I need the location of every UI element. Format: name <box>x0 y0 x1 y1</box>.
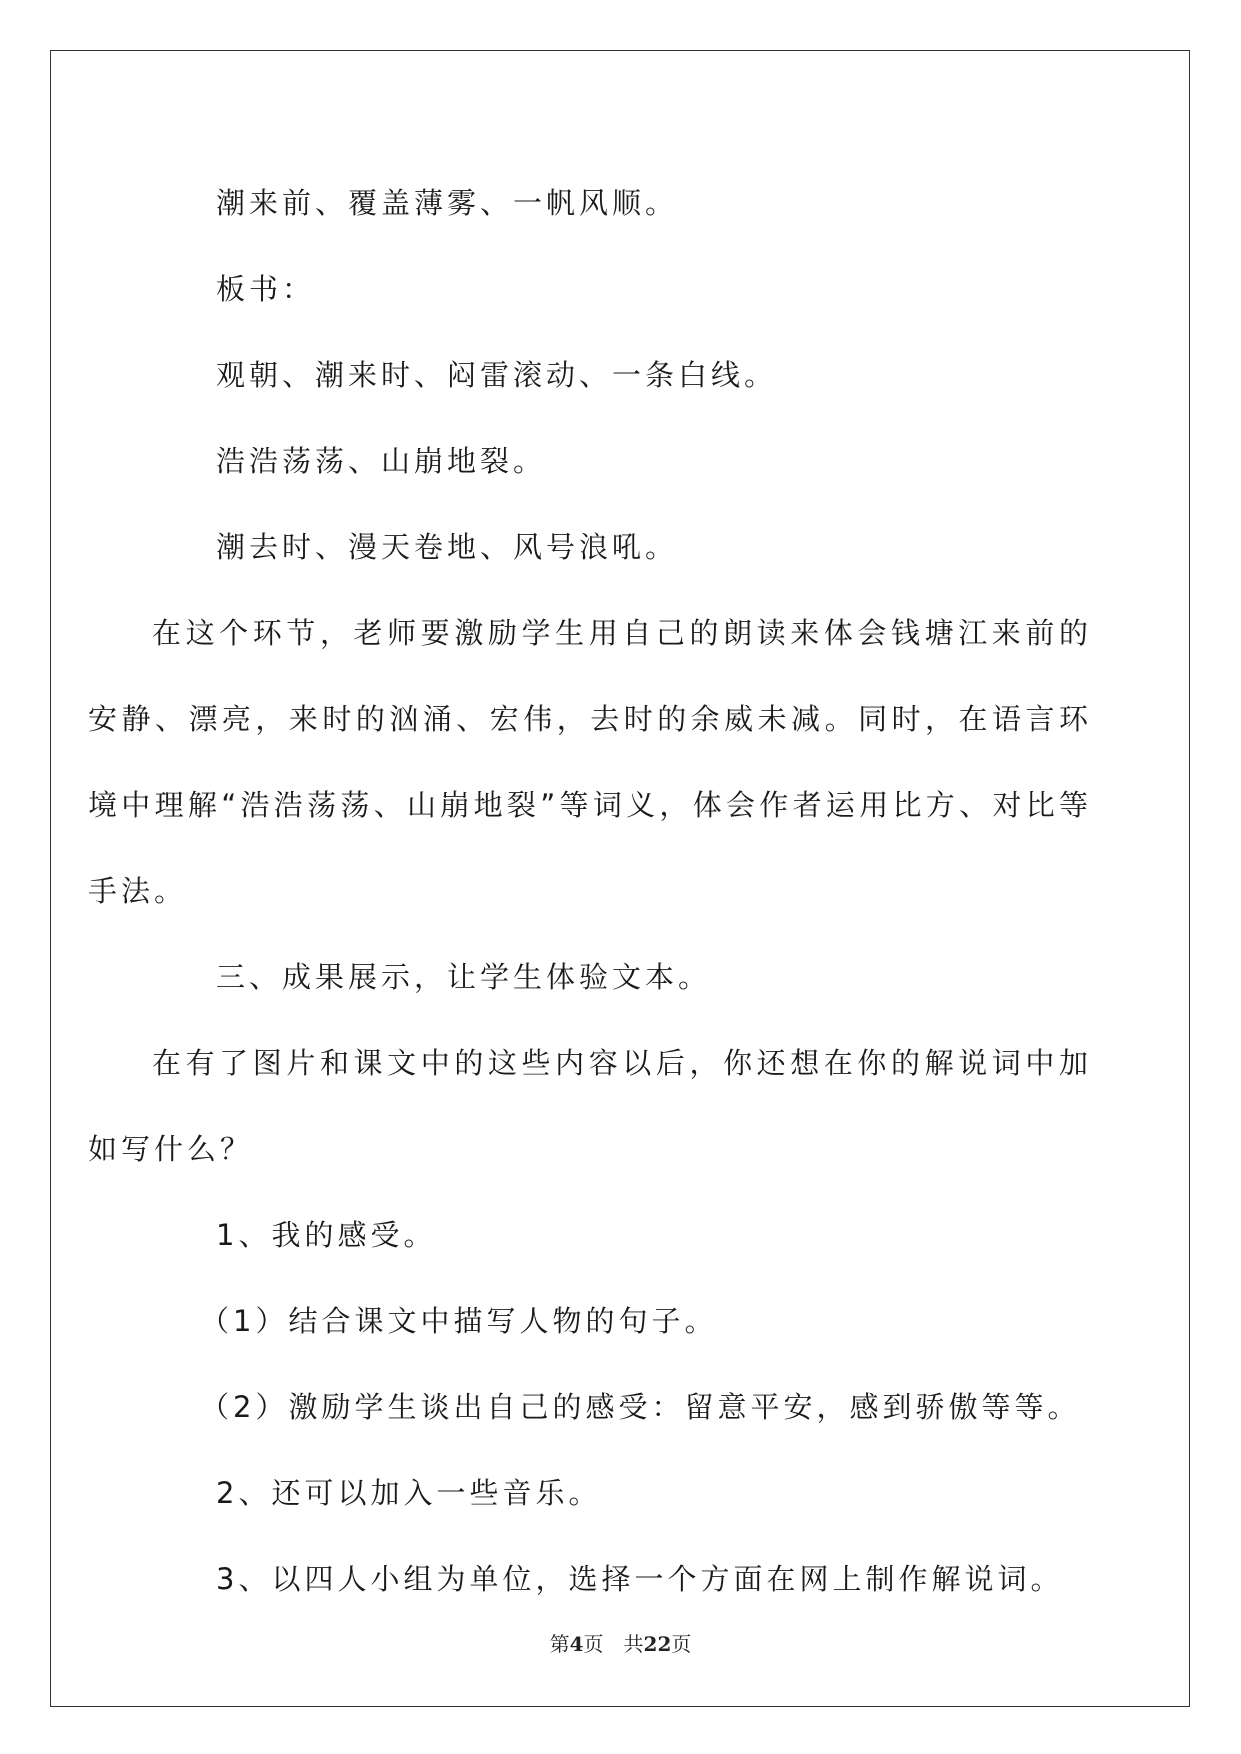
footer-page-suffix: 页 <box>583 1632 604 1656</box>
list-item: （2）激励学生谈出自己的感受：留意平安，感到骄傲等等。 <box>200 1390 1081 1424</box>
paragraph: 潮去时、漫天卷地、风号浪吼。 <box>216 530 679 564</box>
list-item: 2、还可以加入一些音乐。 <box>216 1476 602 1510</box>
current-page-number: 4 <box>569 1632 584 1656</box>
paragraph: 在这个环节，老师要激励学生用自己的朗读来体会钱塘江来前的安静、漂亮，来时的汹涌、宏伟，去时的余威未减。同时，在语言环境中理解“浩浩荡荡、山崩地裂”等词义，体会作者运用比方、对比等手法。 <box>88 616 1092 908</box>
paragraph: 在有了图片和课文中的这些内容以后，你还想在你的解说词中加如写什么？ <box>88 1046 1092 1166</box>
footer-total-suffix: 页 <box>671 1632 692 1656</box>
paragraph: 浩浩荡荡、山崩地裂。 <box>216 444 547 478</box>
paragraph: 板书： <box>216 272 316 306</box>
paragraph: 观朝、潮来时、闷雷滚动、一条白线。 <box>216 358 778 392</box>
footer-prefix: 第 <box>549 1632 570 1656</box>
document-body <box>88 160 1092 1622</box>
footer-total-prefix: 共 <box>623 1632 644 1656</box>
paragraph: 三、成果展示，让学生体验文本。 <box>216 960 712 994</box>
paragraph: 潮来前、覆盖薄雾、一帆风顺。 <box>216 186 679 220</box>
page-footer <box>0 1628 1241 1657</box>
list-item: 3、以四人小组为单位，选择一个方面在网上制作解说词。 <box>216 1562 1064 1596</box>
list-item: （1）结合课文中描写人物的句子。 <box>200 1304 718 1338</box>
total-page-number: 22 <box>643 1632 672 1656</box>
list-item: 1、我的感受。 <box>216 1218 437 1252</box>
